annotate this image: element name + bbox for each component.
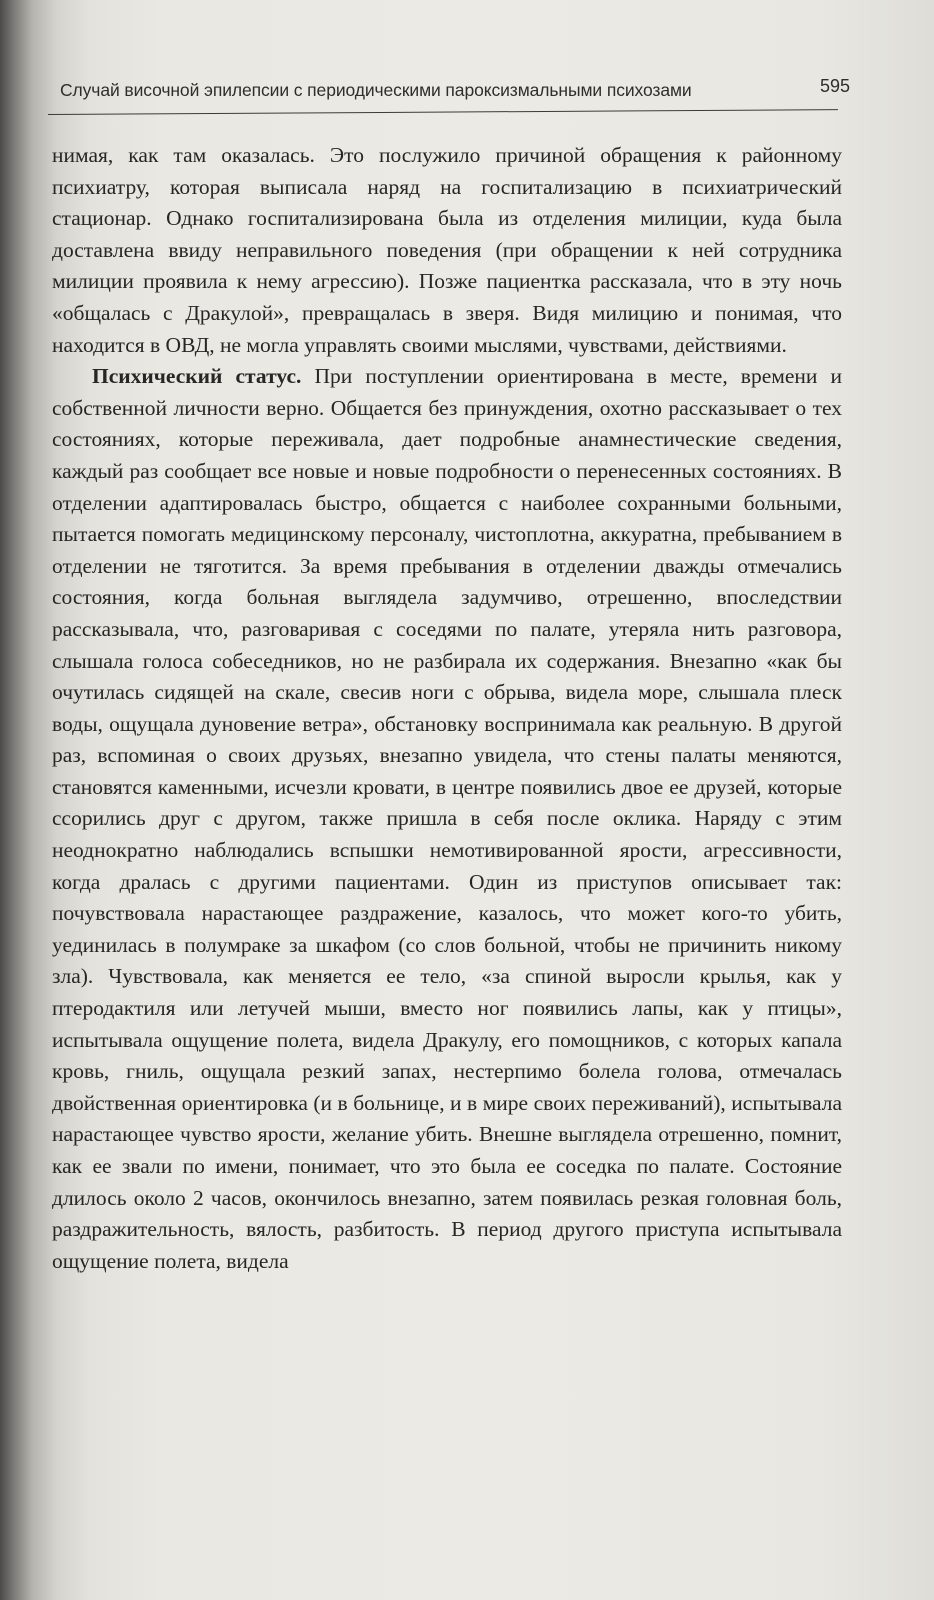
paragraph-mental-status bbox=[52, 361, 842, 1277]
paragraph-text: При поступлении ориентирована в месте, времени и собственной личности верно. Общается без принуждения, охотно рассказывает о тех состояниях, которые переживала, дает подробные анамнестические сведения, каждый раз сообщает все новые и новые подробности о перенесенных состояниях. В отделении адаптировалась быстро, общается с наиболее сохранными больными, пытается помогать медицинскому персоналу, чистоплотна, аккуратна, пребыванием в отделении не тяготится. За время пребывания в отделении дважды отмечались состояния, когда больная выглядела задумчиво, отрешенно, впоследствии рассказывала, что, разговаривая с соседями по палате, утеряла нить разговора, слышала голоса собеседников, но не разбирала их содержания. Внезапно «как бы очутилась сидящей на скале, свесив ноги с обрыва, видела море, слышала плеск воды, ощущала дуновение ветра», обстановку воспринимала как реальную. В другой раз, вспоминая о своих друзьях, внезапно увидела, что стены палаты меняются, становятся каменными, исчезли кровати, в центре появились двое ее друзей, которые ссорились друг с другом, также пришла в себя после оклика. Наряду с этим неоднократно наблюдались вспышки немотивированной ярости, агрессивности, когда дралась с другими пациентами. Один из приступов описывает так: почувствовала нарастающее раздражение, казалось, что может кого-то убить, уединилась в полумраке за шкафом (со слов больной, чтобы не причинить никому зла). Чувствовала, как меняется ее тело, «за спиной выросли крылья, как у птеродактиля или летучей мыши, вместо ног появились лапы, как у птицы», испытывала ощущение полета, видела Дракулу, его помощников, с которых капала кровь, гниль, ощущала резкий запах, нестерпимо болела голова, отмечалась двойственная ориентировка (и в больнице, и в мире своих переживаний), испытывала нарастающее чувство ярости, желание убить. Внешне выглядела отрешенно, помнит, как ее звали по имени, понимает, что это была ее соседка по палате. Состояние длилось около 2 часов, окончилось внезапно, затем появилась резкая головная боль, раздражительность, вялость, разбитость. В период другого приступа испытывала ощущение полета, видела bbox=[52, 364, 842, 1273]
running-title: Случай височной эпилепсии с периодическими пароксизмальными психозами bbox=[60, 80, 692, 100]
page-header bbox=[60, 74, 850, 114]
body-text bbox=[52, 140, 842, 1277]
paragraph-heading: Психический статус. bbox=[92, 364, 302, 389]
page-number: 595 bbox=[819, 76, 850, 96]
paragraph: нимая, как там оказалась. Это послужило причиной обращения к районному психиатру, которая выписала наряд на госпитализацию в психиатрический стационар. Однако госпитализирована была из отделения милиции, куда была доставлена ввиду неправильного поведения (при обращении к ней сотрудника милиции проявила к нему агрессию). Позже пациентка рассказала, что в эту ночь «общалась с Дракулой», превращалась в зверя. Видя милицию и понимая, что находится в ОВД, не могла управлять своими мыслями, чувствами, действиями. bbox=[52, 143, 842, 357]
